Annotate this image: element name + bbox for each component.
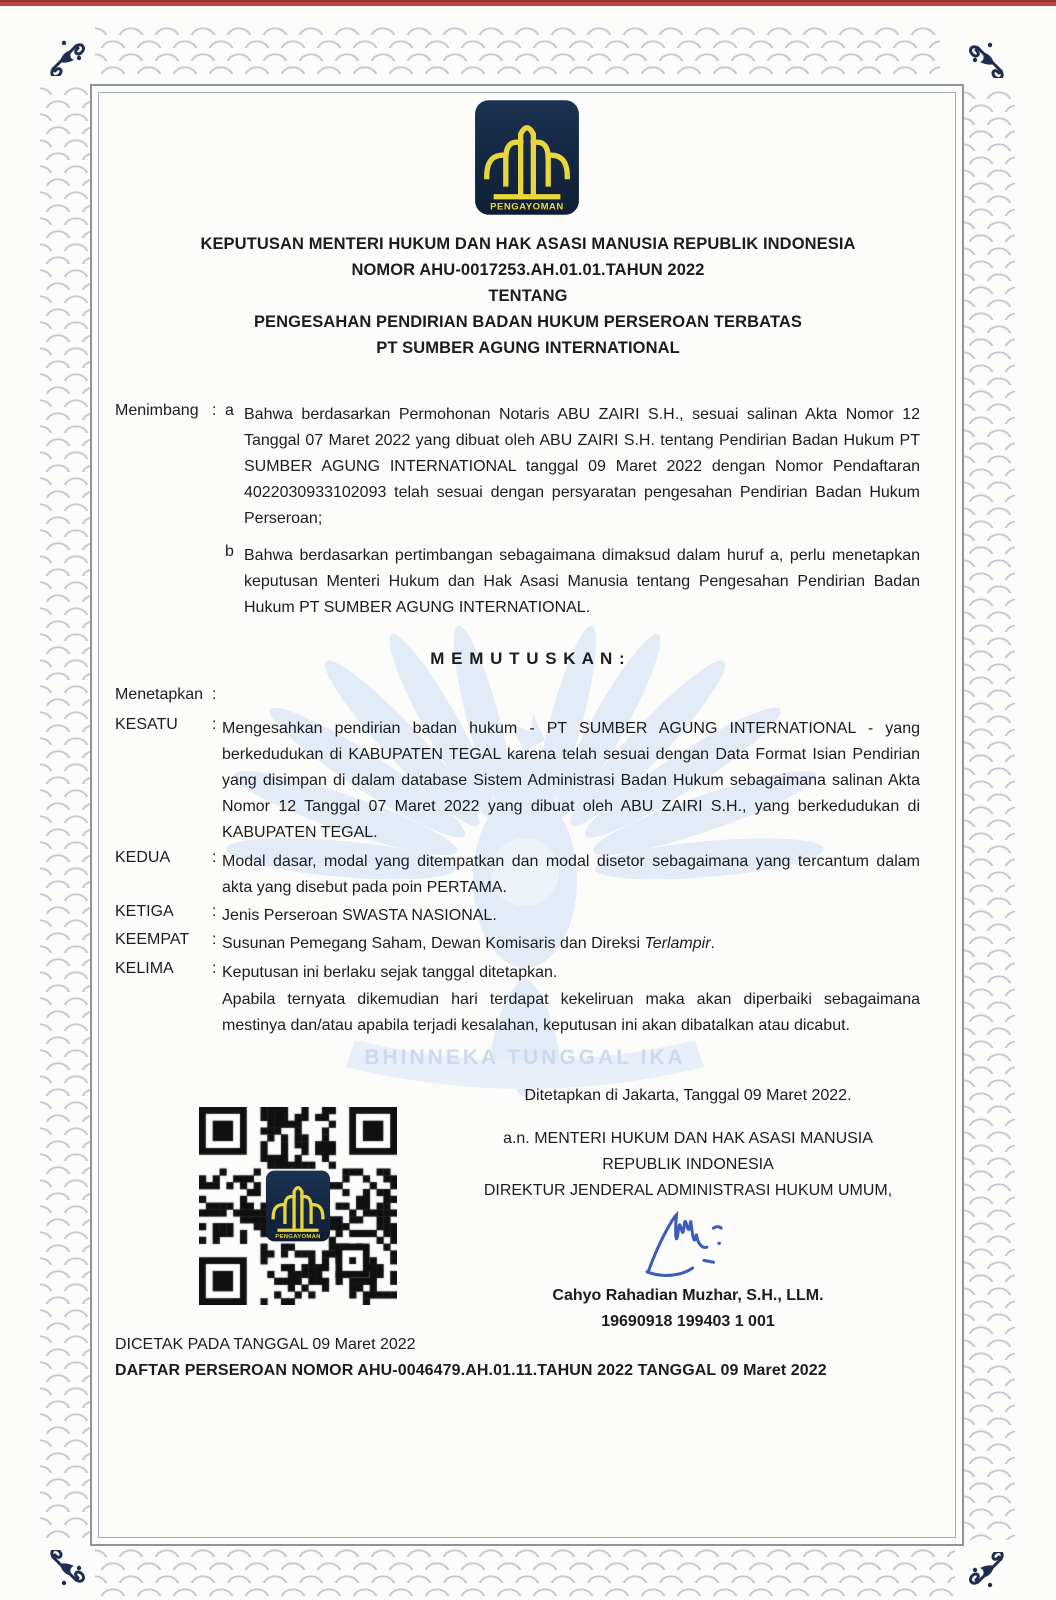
decision-text-kedua: Modal dasar, modal yang ditempatkan dan modal disetor sebagaimana yang tercantum dalam akta yang disebut pada poin PERTAMA. <box>222 853 920 896</box>
signer-nip: 19690918 199403 1 001 <box>601 1313 775 1330</box>
watermark-motto: BHINNEKA TUNGGAL IKA <box>364 1046 686 1069</box>
decree-title <box>90 231 966 361</box>
qr-code <box>199 1107 397 1305</box>
pengayoman-ministry-logo <box>474 99 580 216</box>
printed-date-line: DICETAK PADA TANGGAL 09 Maret 2022 <box>115 1336 416 1353</box>
decision-text-kelima-2: Apabila ternyata dikemudian hari terdapat kekeliruan maka akan diperbaiki sebagaimana mestinya dan/atau apabila terjadi kesalahan, keputusan ini akan dibatalkan atau dicabut. <box>222 991 920 1034</box>
decision-text-kelima: Keputusan ini berlaku sejak tanggal ditetapkan. <box>222 964 558 981</box>
item-letter: a <box>225 402 234 419</box>
colon: : <box>212 903 217 920</box>
authority-line: REPUBLIK INDONESIA <box>602 1156 774 1173</box>
item-letter: b <box>225 543 234 560</box>
colon: : <box>212 686 217 703</box>
menetapkan-label: Menetapkan <box>115 686 204 703</box>
menimbang-item-a: Bahwa berdasarkan Permohonan Notaris ABU ZAIRI S.H., sesuai salinan Akta Nomor 12 Tanggal 07 Maret 2022 yang dibuat oleh ABU ZAIRI S.H. tentang Pendirian Badan Hukum PT SUMBER AGUNG INTERNATIONAL tanggal 09 Maret 2022 dengan Nomor Pendaftaran 4022030933102093 telah sesuai dengan persyaratan pengesahan Pendirian Badan Hukum Perseroan; <box>244 406 920 527</box>
signer-name: Cahyo Rahadian Muzhar, S.H., LLM. <box>552 1287 824 1304</box>
company-name: PT SUMBER AGUNG INTERNATIONAL <box>376 339 680 357</box>
qr-center-logo <box>265 1170 331 1242</box>
authority-line: DIREKTUR JENDERAL ADMINISTRASI HUKUM UMUM, <box>483 1182 893 1199</box>
colon: : <box>212 849 217 866</box>
colon: : <box>212 716 217 733</box>
menimbang-item-b: Bahwa berdasarkan pertimbangan sebagaimana dimaksud dalam huruf a, perlu menetapkan keputusan Menteri Hukum dan Hak Asasi Manusia tentang Pengesahan Pendirian Badan Hukum PT SUMBER AGUNG INTERNATIONAL. <box>244 547 920 616</box>
decision-text-part: . <box>710 935 715 952</box>
title-line: TENTANG <box>488 287 568 305</box>
title-line: PENGESAHAN PENDIRIAN BADAN HUKUM PERSEROAN TERBATAS <box>253 313 803 331</box>
memutuskan-heading: M E M U T U S K A N : <box>430 649 626 668</box>
company-register-line: DAFTAR PERSEROAN NOMOR AHU-0046479.AH.01.11.TAHUN 2022 TANGGAL 09 Maret 2022 <box>115 1362 827 1379</box>
decision-text-italic: Terlampir <box>644 935 711 952</box>
menimbang-label: Menimbang <box>115 402 199 419</box>
decision-label-kesatu: KESATU <box>115 716 178 733</box>
decree-number: NOMOR AHU-0017253.AH.01.01.TAHUN 2022 <box>351 261 705 279</box>
decision-text-kesatu: Mengesahkan pendirian badan hukum - PT SUMBER AGUNG INTERNATIONAL - yang berkedudukan di KABUPATEN TEGAL karena telah sesuai dengan Data Format Isian Pendirian yang disimpan di dalam database Sistem Administrasi Badan Hukum sebagaimana salinan Akta Nomor 12 Tanggal 07 Maret 2022 yang dibuat oleh ABU ZAIRI S.H., yang berkedudukan di KABUPATEN TEGAL. <box>222 720 920 841</box>
decision-label-kedua: KEDUA <box>115 849 171 866</box>
decision-text-part: Susunan Pemegang Saham, Dewan Komisaris dan Direksi <box>222 935 645 952</box>
signature-image <box>630 1192 740 1287</box>
decision-text-keempat <box>222 931 920 957</box>
decision-label-keempat: KEEMPAT <box>115 931 190 948</box>
decision-text-ketiga: Jenis Perseroan SWASTA NASIONAL. <box>222 907 497 924</box>
colon: : <box>212 931 217 948</box>
decision-label-kelima: KELIMA <box>115 960 174 977</box>
colon: : <box>212 960 217 977</box>
ditetapkan-line: Ditetapkan di Jakarta, Tanggal 09 Maret 2022. <box>524 1087 852 1104</box>
colon: : <box>212 402 217 419</box>
title-line: KEPUTUSAN MENTERI HUKUM DAN HAK ASASI MANUSIA REPUBLIK INDONESIA <box>200 235 856 253</box>
decision-label-ketiga: KETIGA <box>115 903 174 920</box>
authority-line: a.n. MENTERI HUKUM DAN HAK ASASI MANUSIA <box>503 1130 873 1147</box>
